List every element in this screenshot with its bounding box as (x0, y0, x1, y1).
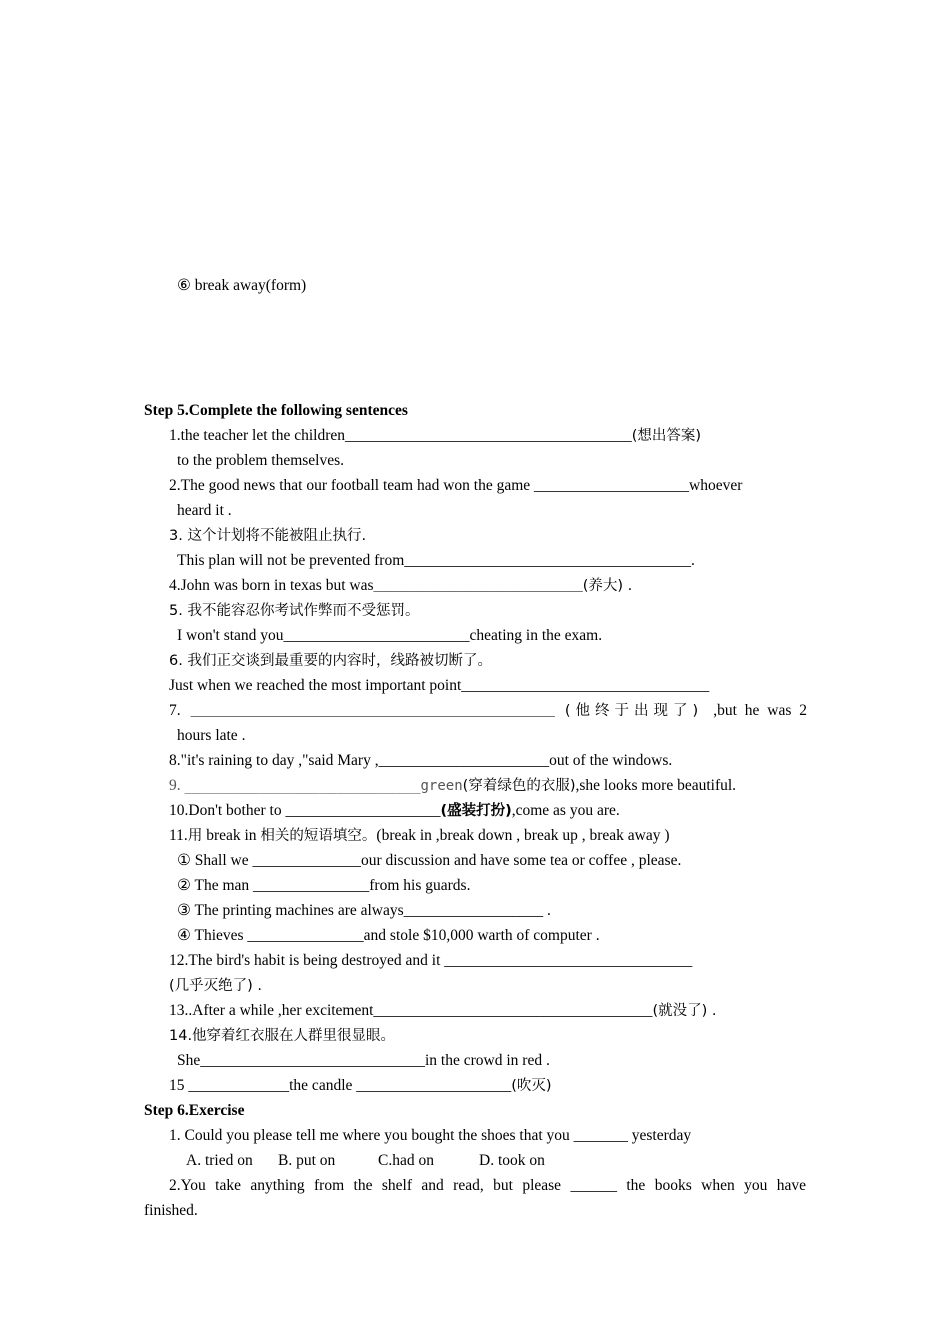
option-c: C.had on (378, 1152, 434, 1169)
option-d: D. took on (479, 1152, 545, 1169)
sentence-11-item-4: ④ Thieves _______________and stole $10,000 warth of computer . (177, 927, 600, 944)
step5-heading: Step 5.Complete the following sentences (144, 402, 408, 419)
sentence-7-blank: _______________________________________________ (190, 702, 555, 719)
sentence-6-chinese: 6. 我们正交谈到最重要的内容时，线路被切断了。 (169, 653, 492, 669)
sentence-4-text: 4.John was born in texas but was (169, 577, 374, 594)
sentence-11-num: 11. (169, 827, 188, 844)
sentence-9-num: 9. (169, 777, 181, 794)
sentence-2: 2.The good news that our football team had won the game ____________________whoever (169, 477, 743, 494)
sentence-13 (169, 1001, 716, 1021)
sentence-5-chinese: 5. 我不能容忍你考试作弊而不受惩罚。 (169, 603, 420, 619)
sentence-7-tail: ,but he was 2 (713, 702, 807, 719)
sentence-10-text: 10.Don't bother to ____________________ (169, 802, 441, 819)
step6-heading: Step 6.Exercise (144, 1102, 245, 1119)
sentence-11-item-3: ③ The printing machines are always__________________ . (177, 902, 551, 919)
sentence-3-chinese: 3. 这个计划将不能被阻止执行. (169, 528, 367, 544)
sentence-8: 8."it's raining to day ,"said Mary ,______________________out of the windows. (169, 752, 673, 769)
sentence-4-hint: (养大) . (582, 578, 633, 594)
list-item-break-away: ⑥ break away(form) (177, 277, 307, 294)
question-1: 1. Could you please tell me where you bought the shoes that you _______ yesterday (169, 1127, 692, 1144)
sentence-9-blank: ____________________________green (184, 778, 463, 794)
sentence-13-text: 13..After a while ,her excitement____________________________________ (169, 1002, 653, 1019)
sentence-12-hint: (几乎灭绝了) . (169, 978, 263, 994)
sentence-4-blank: ___________________________ (373, 577, 583, 594)
sentence-4 (169, 576, 632, 596)
sentence-1 (169, 426, 701, 446)
sentence-7 (169, 701, 807, 721)
sentence-7-num: 7. (169, 702, 181, 719)
sentence-6: Just when we reached the most important point________________________________ (169, 677, 710, 694)
sentence-9-hint: (穿着绿色的衣服) (462, 778, 576, 794)
sentence-11 (169, 826, 670, 846)
sentence-3: This plan will not be prevented from_____________________________________. (177, 552, 695, 569)
sentence-7-cont: hours late . (177, 727, 246, 744)
option-b: B. put on (278, 1152, 336, 1169)
sentence-2-cont: heard it . (177, 502, 232, 519)
option-a: A. tried on (186, 1152, 253, 1169)
sentence-14: She_____________________________in the crowd in red . (177, 1052, 550, 1069)
sentence-15 (169, 1076, 552, 1096)
sentence-9-tail: ,she looks more beautiful. (575, 777, 737, 794)
sentence-15-hint: (吹灭) (511, 1078, 552, 1094)
sentence-1-hint: (想出答案) (631, 428, 702, 444)
sentence-10 (169, 801, 620, 821)
sentence-11-options: (break in ,break down , break up , break away ) (376, 827, 670, 844)
sentence-11-instruction: 相关的短语填空。 (260, 828, 377, 844)
sentence-10-tail: ,come as you are. (511, 802, 620, 819)
question-2-cont: finished. (144, 1202, 198, 1219)
sentence-11-use: 用 (187, 828, 203, 844)
sentence-5: I won't stand you________________________cheating in the exam. (177, 627, 603, 644)
question-2: 2.You take anything from the shelf and read, but please ______ the books when you have (169, 1177, 806, 1194)
sentence-10-hint: (盛装打扮) (440, 803, 512, 819)
sentence-11-item-1: ① Shall we ______________our discussion and have some tea or coffee , please. (177, 852, 682, 869)
sentence-11-item-2: ② The man _______________from his guards. (177, 877, 471, 894)
sentence-15-text: 15 _____________the candle ____________________ (169, 1077, 512, 1094)
question-1-options (186, 1151, 545, 1171)
sentence-11-phrase: break in (202, 827, 261, 844)
sentence-12: 12.The bird's habit is being destroyed and it ________________________________ (169, 952, 693, 969)
sentence-1-text: 1.the teacher let the children_____________________________________ (169, 427, 632, 444)
sentence-7-hint: (他终于出现了) (564, 703, 704, 719)
sentence-14-chinese: 14.他穿着红衣服在人群里很显眼。 (169, 1028, 396, 1044)
sentence-13-hint: (就没了) . (652, 1003, 717, 1019)
sentence-1-cont: to the problem themselves. (177, 452, 345, 469)
sentence-9 (169, 776, 736, 796)
